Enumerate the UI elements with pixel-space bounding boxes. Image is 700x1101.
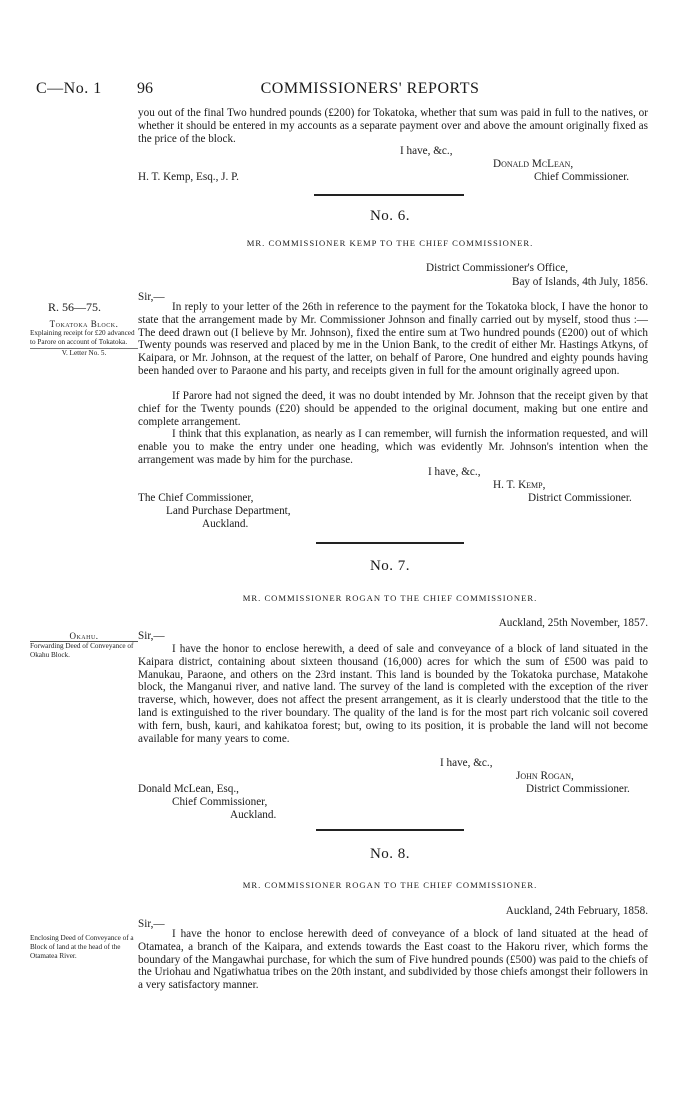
margin-text-tokatoka: Explaining receipt for £20 advanced to Parore on account of Tokatoka. xyxy=(30,329,135,346)
continuation-paragraph: you out of the final Two hundred pounds (£200) for Tokatoka, whether that sum was paid in full to the natives, or whether it should be entered in my accounts as a separate payment over and above the amount originally fixed as the price of the block. xyxy=(138,107,648,145)
letter-6-addressee-3: Auckland. xyxy=(202,518,249,530)
letter-7-number: No. 7. xyxy=(369,558,411,574)
letter-8-paragraph-1: I have the honor to enclose herewith deed of conveyance of a block of land situated at the head of Otamatea, a branch of the Kaipara, and extends towards the East coast to the Hakoru river, which forms the boundary of the Mangawhai purchase, for which the sum of Five hundred pounds (£500) was paid to the chiefs of the Uriohau and Ngatiwhatua tribes on the 20th instant, and subdivided by those chiefs amongst their followers in a very satisfactory manner. xyxy=(138,928,648,992)
margin-title-tokatoka: Tokatoka Block. xyxy=(49,319,119,329)
letter-7-address: Auckland, 25th November, 1857. xyxy=(498,617,648,629)
continuation-signature: Donald McLean, xyxy=(493,158,574,170)
letter-6-heading: MR. COMMISSIONER KEMP TO THE CHIEF COMMISSIONER. xyxy=(246,238,534,248)
margin-reference: R. 56—75. xyxy=(48,300,102,314)
letter-6-addressee-2: Land Purchase Department, xyxy=(166,505,291,517)
letter-6-signature-title: District Commissioner. xyxy=(528,492,632,504)
letter-6-signature: H. T. Kemp, xyxy=(493,479,546,491)
letter-7-addressee-2: Chief Commissioner, xyxy=(172,796,268,808)
letter-6-address-line-1: District Commissioner's Office, xyxy=(426,262,568,274)
margin-note-okahu xyxy=(30,632,138,660)
section-divider xyxy=(316,829,464,831)
margin-note-tokatoka xyxy=(30,320,138,358)
margin-text-okahu: Forwarding Deed of Conveyance of Okahu Block. xyxy=(30,642,134,659)
margin-note-otamatea xyxy=(30,934,138,961)
letter-7-salutation: Sir,— xyxy=(138,630,165,642)
continuation-signature-title: Chief Commissioner. xyxy=(534,171,630,183)
margin-title-okahu: Okahu. xyxy=(30,632,138,642)
letter-8-salutation: Sir,— xyxy=(138,918,165,930)
page-number: 96 xyxy=(137,80,153,97)
margin-see-letter: V. Letter No. 5. xyxy=(30,348,138,358)
letter-7-addressee-3: Auckland. xyxy=(230,809,277,821)
section-divider xyxy=(316,542,464,544)
page-title: COMMISSIONERS' REPORTS xyxy=(260,80,480,97)
letter-8-address: Auckland, 24th February, 1858. xyxy=(505,905,648,917)
continuation-addressee: H. T. Kemp, Esq., J. P. xyxy=(138,171,239,183)
letter-6-paragraph-1: In reply to your letter of the 26th in reference to the payment for the Tokatoka block, I have the honor to state that the arrangement made by Mr. Commissioner Johnson and finally carried out by myself, stood thus :—The deed drawn out (I believe by Mr. Johnson), fixed the entire sum at Two hundred pounds (£200) out of which Twenty pounds was reserved and placed by me in the Union Bank, to the credit of either Mr. Hastings Atkyns, of Kaipara, or Mr. Johnson, at the request of the latter, on behalf of Parore, One hundred and eighty pounds having been handed over to Paraone and his party, and receipts given in full for the amount originally agreed upon. xyxy=(138,301,648,377)
letter-8-number: No. 8. xyxy=(369,846,411,862)
letter-6-paragraph-2: If Parore had not signed the deed, it was no doubt intended by Mr. Johnson that the receipt given by that chief for the Twenty pounds (£20) should be appended to the original document, making but one entire and complete arrangement. xyxy=(138,390,648,428)
letter-7-closing: I have, &c., xyxy=(440,757,493,769)
letter-7-heading: MR. COMMISSIONER ROGAN TO THE CHIEF COMMISSIONER. xyxy=(242,593,538,603)
letter-6-closing: I have, &c., xyxy=(428,466,481,478)
letter-6-addressee-1: The Chief Commissioner, xyxy=(138,492,254,504)
section-divider xyxy=(314,194,464,196)
section-number: C—No. 1 xyxy=(36,80,102,97)
letter-8-heading: MR. COMMISSIONER ROGAN TO THE CHIEF COMMISSIONER. xyxy=(242,880,538,890)
letter-7-paragraph-1: I have the honor to enclose herewith, a deed of sale and conveyance of a block of land situated in the Kaipara district, containing about sixteen thousand (16,000) acres for which the sum of £500 was paid to Manukau, Paraone, and others on the 23rd instant. This land is bounded by the Tokatoka purchase, Matakohe block, the Manganui river, and native land. The survey of the land is completed with the exception of the river traverse, which, however, does not affect the present arrangement, as it is clearly understood that the title to the land is extinguished to the river boundary. The quality of the land is for the most part rich volcanic soil covered with fern, bush, kauri, and kahikatoa forest; but, owing to its position, it is probable the land will not become available for many years to come. xyxy=(138,643,648,745)
letter-6-salutation: Sir,— xyxy=(138,291,165,303)
continuation-closing: I have, &c., xyxy=(400,145,453,157)
letter-7-signature-title: District Commissioner. xyxy=(526,783,630,795)
margin-text-otamatea: Enclosing Deed of Conveyance of a Block of land at the head of the Otamatea River. xyxy=(30,934,134,960)
letter-7-signature: John Rogan, xyxy=(516,770,574,782)
letter-6-paragraph-3: I think that this explanation, as nearly as I can remember, will furnish the information requested, and will enable you to make the entry under one heading, which was evidently Mr. Johnson's intention when the arrangement was made by him for the purchase. xyxy=(138,428,648,466)
letter-7-addressee-1: Donald McLean, Esq., xyxy=(138,783,239,795)
letter-6-number: No. 6. xyxy=(369,208,411,224)
letter-6-address-line-2: Bay of Islands, 4th July, 1856. xyxy=(511,276,648,288)
